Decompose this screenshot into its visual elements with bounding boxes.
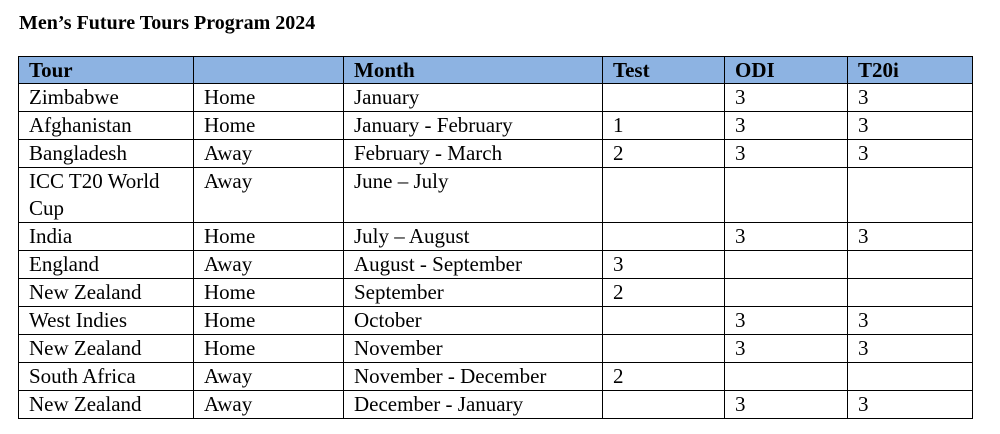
header-t20i: T20i [848, 57, 973, 84]
cell-test: 3 [603, 251, 725, 279]
table-row [19, 112, 973, 140]
cell-venue: Away [194, 391, 344, 419]
cell-month: November - December [344, 363, 603, 391]
cell-tour: Bangladesh [19, 140, 194, 168]
cell-t20i: 3 [848, 112, 973, 140]
cell-t20i [848, 363, 973, 391]
cell-t20i: 3 [848, 84, 973, 112]
header-tour: Tour [19, 57, 194, 84]
cell-venue: Home [194, 307, 344, 335]
tours-table [18, 56, 973, 419]
cell-month: January - February [344, 112, 603, 140]
cell-month: July – August [344, 223, 603, 251]
table-row [19, 391, 973, 419]
cell-venue: Home [194, 335, 344, 363]
header-test: Test [603, 57, 725, 84]
cell-month: February - March [344, 140, 603, 168]
cell-odi: 3 [725, 335, 848, 363]
cell-month: September [344, 279, 603, 307]
cell-venue: Home [194, 112, 344, 140]
cell-t20i [848, 279, 973, 307]
cell-tour: Afghanistan [19, 112, 194, 140]
cell-odi [725, 168, 848, 223]
cell-test [603, 84, 725, 112]
cell-test: 2 [603, 140, 725, 168]
cell-month: January [344, 84, 603, 112]
cell-test [603, 223, 725, 251]
cell-tour: New Zealand [19, 391, 194, 419]
cell-test [603, 168, 725, 223]
cell-tour: ICC T20 World Cup [19, 168, 194, 223]
table-row [19, 251, 973, 279]
cell-test [603, 391, 725, 419]
cell-month: October [344, 307, 603, 335]
cell-tour: Zimbabwe [19, 84, 194, 112]
cell-t20i: 3 [848, 223, 973, 251]
cell-venue: Away [194, 168, 344, 223]
cell-month: August - September [344, 251, 603, 279]
cell-t20i [848, 251, 973, 279]
cell-tour: West Indies [19, 307, 194, 335]
cell-month: June – July [344, 168, 603, 223]
cell-odi: 3 [725, 84, 848, 112]
cell-test [603, 307, 725, 335]
cell-odi: 3 [725, 112, 848, 140]
header-odi: ODI [725, 57, 848, 84]
table-row [19, 279, 973, 307]
cell-month: November [344, 335, 603, 363]
cell-odi [725, 279, 848, 307]
cell-month: December - January [344, 391, 603, 419]
header-venue [194, 57, 344, 84]
table-row [19, 307, 973, 335]
table-row [19, 84, 973, 112]
cell-tour: England [19, 251, 194, 279]
cell-odi [725, 251, 848, 279]
table-row [19, 140, 973, 168]
document-title: Men’s Future Tours Program 2024 [19, 12, 316, 34]
cell-tour: New Zealand [19, 279, 194, 307]
table-row [19, 168, 973, 223]
cell-odi [725, 363, 848, 391]
cell-t20i: 3 [848, 140, 973, 168]
cell-test: 2 [603, 363, 725, 391]
table-header-row [19, 57, 973, 84]
cell-venue: Away [194, 251, 344, 279]
table-row [19, 335, 973, 363]
table-row [19, 223, 973, 251]
cell-tour: India [19, 223, 194, 251]
cell-test [603, 335, 725, 363]
cell-venue: Home [194, 223, 344, 251]
header-month: Month [344, 57, 603, 84]
cell-venue: Away [194, 140, 344, 168]
cell-odi: 3 [725, 307, 848, 335]
cell-tour: New Zealand [19, 335, 194, 363]
cell-test: 2 [603, 279, 725, 307]
cell-venue: Home [194, 84, 344, 112]
cell-odi: 3 [725, 391, 848, 419]
cell-venue: Away [194, 363, 344, 391]
cell-odi: 3 [725, 140, 848, 168]
cell-t20i: 3 [848, 307, 973, 335]
table-row [19, 363, 973, 391]
cell-t20i: 3 [848, 335, 973, 363]
cell-t20i [848, 168, 973, 223]
cell-test: 1 [603, 112, 725, 140]
cell-venue: Home [194, 279, 344, 307]
cell-tour: South Africa [19, 363, 194, 391]
cell-odi: 3 [725, 223, 848, 251]
cell-t20i: 3 [848, 391, 973, 419]
